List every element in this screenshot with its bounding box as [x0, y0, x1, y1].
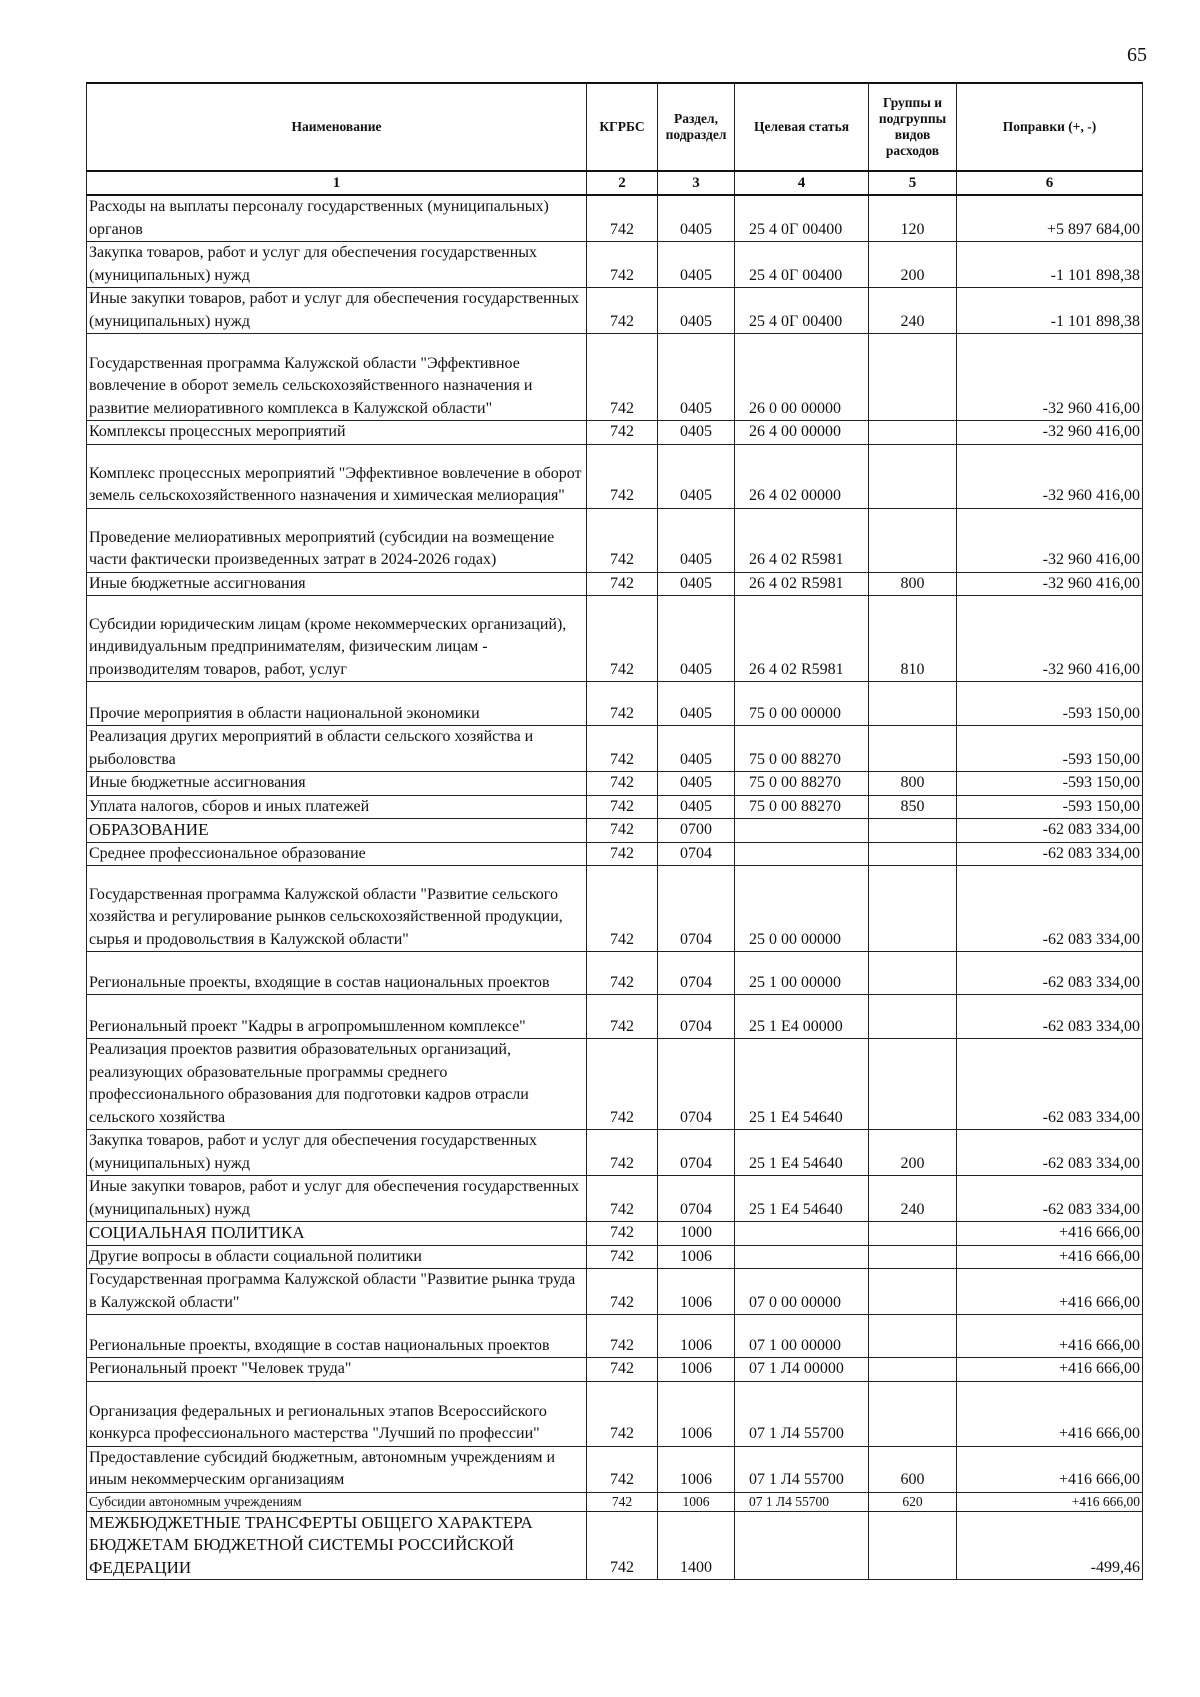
row-name: Государственная программа Калужской области "Развитие рынка труда в Калужской области": [87, 1269, 587, 1315]
row-expense-type: [869, 819, 957, 843]
row-expense-type: 240: [869, 1176, 957, 1222]
row-amendment: -1 101 898,38: [957, 288, 1143, 334]
row-expense-type: 620: [869, 1492, 957, 1511]
row-amendment: +416 666,00: [957, 1269, 1143, 1315]
row-name: Реализация проектов развития образовательных организаций, реализующих образовательные программы среднего профессионального образования для подготовки кадров отрасли сельского хозяйства: [87, 1039, 587, 1130]
row-kgrbs: 742: [587, 421, 658, 445]
column-number-row: [87, 171, 1143, 195]
table-row: [87, 995, 1143, 1039]
row-name: СОЦИАЛЬНАЯ ПОЛИТИКА: [87, 1222, 587, 1246]
row-kgrbs: 742: [587, 772, 658, 796]
row-razdel: 1006: [658, 1269, 735, 1315]
row-target-article: 25 1 Е4 00000: [735, 995, 869, 1039]
row-target-article: [735, 842, 869, 866]
row-kgrbs: 742: [587, 334, 658, 421]
row-name: Комплексы процессных мероприятий: [87, 421, 587, 445]
col-number: 6: [957, 171, 1143, 195]
row-kgrbs: 742: [587, 572, 658, 596]
col-header-kgrbs: КГРБС: [587, 83, 658, 171]
row-razdel: 0704: [658, 952, 735, 995]
row-target-article: 25 1 Е4 54640: [735, 1039, 869, 1130]
row-kgrbs: 742: [587, 1315, 658, 1358]
table-row: [87, 682, 1143, 726]
row-razdel: 1006: [658, 1381, 735, 1446]
row-amendment: -593 150,00: [957, 772, 1143, 796]
row-kgrbs: 742: [587, 1511, 658, 1580]
row-kgrbs: 742: [587, 819, 658, 843]
row-target-article: [735, 1511, 869, 1580]
row-target-article: 26 4 02 R5981: [735, 596, 869, 682]
row-name: Иные закупки товаров, работ и услуг для обеспечения государственных (муниципальных) нужд: [87, 288, 587, 334]
row-target-article: 25 1 Е4 54640: [735, 1176, 869, 1222]
col-header-name: Наименование: [87, 83, 587, 171]
row-razdel: 0405: [658, 334, 735, 421]
row-expense-type: 200: [869, 242, 957, 288]
row-razdel: 0704: [658, 1176, 735, 1222]
row-expense-type: [869, 1358, 957, 1382]
row-kgrbs: 742: [587, 242, 658, 288]
row-name: Региональный проект "Человек труда": [87, 1358, 587, 1382]
row-razdel: 0704: [658, 995, 735, 1039]
row-razdel: 1006: [658, 1315, 735, 1358]
row-target-article: 25 1 Е4 54640: [735, 1130, 869, 1176]
row-expense-type: [869, 1511, 957, 1580]
row-kgrbs: 742: [587, 444, 658, 508]
table-row: [87, 726, 1143, 772]
row-name: Иные бюджетные ассигнования: [87, 772, 587, 796]
row-amendment: -62 083 334,00: [957, 952, 1143, 995]
row-name: Комплекс процессных мероприятий "Эффективное вовлечение в оборот земель сельскохозяйственного назначения и химическая мелиорация": [87, 444, 587, 508]
col-header-vid: Группы и подгруппы видов расходов: [869, 83, 957, 171]
row-amendment: -593 150,00: [957, 795, 1143, 819]
row-target-article: 25 4 0Г 00400: [735, 195, 869, 242]
row-expense-type: 600: [869, 1446, 957, 1492]
table-row: [87, 288, 1143, 334]
table-row: [87, 795, 1143, 819]
row-razdel: 0405: [658, 572, 735, 596]
row-razdel: 0405: [658, 444, 735, 508]
row-target-article: 07 1 Л4 55700: [735, 1381, 869, 1446]
row-kgrbs: 742: [587, 1358, 658, 1382]
row-razdel: 1006: [658, 1492, 735, 1511]
row-expense-type: [869, 995, 957, 1039]
col-number: 4: [735, 171, 869, 195]
row-kgrbs: 742: [587, 508, 658, 572]
row-amendment: -1 101 898,38: [957, 242, 1143, 288]
row-target-article: [735, 819, 869, 843]
row-expense-type: 850: [869, 795, 957, 819]
row-amendment: -32 960 416,00: [957, 508, 1143, 572]
row-kgrbs: 742: [587, 842, 658, 866]
row-name: МЕЖБЮДЖЕТНЫЕ ТРАНСФЕРТЫ ОБЩЕГО ХАРАКТЕРА БЮДЖЕТАМ БЮДЖЕТНОЙ СИСТЕМЫ РОССИЙСКОЙ ФЕДЕРАЦИИ: [87, 1511, 587, 1580]
row-kgrbs: 742: [587, 1130, 658, 1176]
row-kgrbs: 742: [587, 1039, 658, 1130]
row-amendment: -62 083 334,00: [957, 1176, 1143, 1222]
row-amendment: -32 960 416,00: [957, 421, 1143, 445]
row-expense-type: 810: [869, 596, 957, 682]
row-razdel: 0405: [658, 421, 735, 445]
row-kgrbs: 742: [587, 682, 658, 726]
row-name: Государственная программа Калужской области "Развитие сельского хозяйства и регулирование рынков сельскохозяйственной продукции, сырья и продовольствия в Калужской области": [87, 866, 587, 952]
row-target-article: 07 1 Л4 55700: [735, 1446, 869, 1492]
row-expense-type: [869, 334, 957, 421]
row-expense-type: [869, 1245, 957, 1269]
table-row: [87, 952, 1143, 995]
table-row: [87, 195, 1143, 242]
row-target-article: 75 0 00 88270: [735, 795, 869, 819]
row-kgrbs: 742: [587, 1381, 658, 1446]
row-kgrbs: 742: [587, 1222, 658, 1246]
row-expense-type: [869, 1381, 957, 1446]
row-amendment: -32 960 416,00: [957, 334, 1143, 421]
row-expense-type: [869, 842, 957, 866]
row-kgrbs: 742: [587, 1245, 658, 1269]
table-header-row: [87, 83, 1143, 171]
row-name: ОБРАЗОВАНИЕ: [87, 819, 587, 843]
table-row: [87, 1358, 1143, 1382]
row-target-article: 26 4 02 R5981: [735, 508, 869, 572]
row-razdel: 0405: [658, 508, 735, 572]
row-amendment: -62 083 334,00: [957, 866, 1143, 952]
row-amendment: +416 666,00: [957, 1358, 1143, 1382]
row-expense-type: [869, 1269, 957, 1315]
col-header-target: Целевая статья: [735, 83, 869, 171]
row-razdel: 0405: [658, 795, 735, 819]
row-name: Предоставление субсидий бюджетным, автономным учреждениям и иным некоммерческим организациям: [87, 1446, 587, 1492]
row-expense-type: [869, 1222, 957, 1246]
col-number: 3: [658, 171, 735, 195]
row-expense-type: [869, 444, 957, 508]
row-amendment: +416 666,00: [957, 1492, 1143, 1511]
row-name: Прочие мероприятия в области национальной экономики: [87, 682, 587, 726]
row-expense-type: [869, 952, 957, 995]
row-razdel: 1006: [658, 1245, 735, 1269]
row-amendment: +416 666,00: [957, 1222, 1143, 1246]
row-name: Уплата налогов, сборов и иных платежей: [87, 795, 587, 819]
row-kgrbs: 742: [587, 1492, 658, 1511]
row-kgrbs: 742: [587, 866, 658, 952]
table-row: [87, 1176, 1143, 1222]
row-kgrbs: 742: [587, 1269, 658, 1315]
table-row: [87, 772, 1143, 796]
row-razdel: 1000: [658, 1222, 735, 1246]
row-expense-type: 240: [869, 288, 957, 334]
table-row: [87, 1039, 1143, 1130]
row-amendment: +416 666,00: [957, 1245, 1143, 1269]
row-name: Региональные проекты, входящие в состав национальных проектов: [87, 952, 587, 995]
row-expense-type: [869, 421, 957, 445]
row-amendment: -32 960 416,00: [957, 596, 1143, 682]
row-name: Организация федеральных и региональных этапов Всероссийского конкурса профессионального мастерства "Лучший по профессии": [87, 1381, 587, 1446]
row-amendment: -499,46: [957, 1511, 1143, 1580]
row-target-article: [735, 1245, 869, 1269]
row-razdel: 0405: [658, 242, 735, 288]
row-razdel: 0704: [658, 1130, 735, 1176]
row-name: Иные бюджетные ассигнования: [87, 572, 587, 596]
row-name: Другие вопросы в области социальной политики: [87, 1245, 587, 1269]
row-name: Иные закупки товаров, работ и услуг для обеспечения государственных (муниципальных) нужд: [87, 1176, 587, 1222]
row-name: Региональные проекты, входящие в состав национальных проектов: [87, 1315, 587, 1358]
row-kgrbs: 742: [587, 995, 658, 1039]
row-amendment: -593 150,00: [957, 682, 1143, 726]
row-kgrbs: 742: [587, 726, 658, 772]
table-body: [87, 195, 1143, 1580]
row-kgrbs: 742: [587, 1446, 658, 1492]
row-amendment: -32 960 416,00: [957, 572, 1143, 596]
row-amendment: -62 083 334,00: [957, 1130, 1143, 1176]
row-target-article: 25 1 00 00000: [735, 952, 869, 995]
row-target-article: [735, 1222, 869, 1246]
row-razdel: 0405: [658, 772, 735, 796]
table-row: [87, 1315, 1143, 1358]
row-razdel: 0704: [658, 1039, 735, 1130]
row-razdel: 0405: [658, 288, 735, 334]
row-amendment: +416 666,00: [957, 1315, 1143, 1358]
row-target-article: 25 4 0Г 00400: [735, 288, 869, 334]
row-expense-type: 200: [869, 1130, 957, 1176]
row-razdel: 1006: [658, 1446, 735, 1492]
row-target-article: 25 4 0Г 00400: [735, 242, 869, 288]
row-name: Среднее профессиональное образование: [87, 842, 587, 866]
row-razdel: 0405: [658, 195, 735, 242]
table-row: [87, 421, 1143, 445]
row-amendment: -62 083 334,00: [957, 1039, 1143, 1130]
row-target-article: 25 0 00 00000: [735, 866, 869, 952]
row-razdel: 0704: [658, 842, 735, 866]
table-row: [87, 1492, 1143, 1511]
row-target-article: 07 1 00 00000: [735, 1315, 869, 1358]
row-amendment: +416 666,00: [957, 1381, 1143, 1446]
row-amendment: -62 083 334,00: [957, 842, 1143, 866]
page-number: 65: [1127, 44, 1147, 66]
row-kgrbs: 742: [587, 195, 658, 242]
row-target-article: 26 4 02 R5981: [735, 572, 869, 596]
table-row: [87, 1511, 1143, 1580]
row-expense-type: [869, 1315, 957, 1358]
row-target-article: 26 4 00 00000: [735, 421, 869, 445]
row-kgrbs: 742: [587, 1176, 658, 1222]
row-name: Закупка товаров, работ и услуг для обеспечения государственных (муниципальных) нужд: [87, 242, 587, 288]
table-row: [87, 572, 1143, 596]
row-razdel: 0405: [658, 682, 735, 726]
row-expense-type: [869, 1039, 957, 1130]
row-amendment: -62 083 334,00: [957, 819, 1143, 843]
row-amendment: -593 150,00: [957, 726, 1143, 772]
table-row: [87, 1130, 1143, 1176]
table-row: [87, 444, 1143, 508]
col-number: 5: [869, 171, 957, 195]
table-row: [87, 1381, 1143, 1446]
row-amendment: -32 960 416,00: [957, 444, 1143, 508]
row-expense-type: 800: [869, 572, 957, 596]
row-target-article: 07 1 Л4 55700: [735, 1492, 869, 1511]
table-row: [87, 842, 1143, 866]
row-name: Региональный проект "Кадры в агропромышленном комплексе": [87, 995, 587, 1039]
row-amendment: +416 666,00: [957, 1446, 1143, 1492]
table-row: [87, 596, 1143, 682]
table-row: [87, 242, 1143, 288]
col-number: 1: [87, 171, 587, 195]
row-razdel: 0704: [658, 866, 735, 952]
row-target-article: 75 0 00 88270: [735, 772, 869, 796]
row-expense-type: [869, 866, 957, 952]
row-target-article: 75 0 00 88270: [735, 726, 869, 772]
row-amendment: -62 083 334,00: [957, 995, 1143, 1039]
table-row: [87, 1446, 1143, 1492]
row-expense-type: [869, 726, 957, 772]
table-row: [87, 508, 1143, 572]
row-name: Расходы на выплаты персоналу государственных (муниципальных) органов: [87, 195, 587, 242]
col-number: 2: [587, 171, 658, 195]
row-kgrbs: 742: [587, 288, 658, 334]
row-name: Закупка товаров, работ и услуг для обеспечения государственных (муниципальных) нужд: [87, 1130, 587, 1176]
row-razdel: 1006: [658, 1358, 735, 1382]
row-amendment: +5 897 684,00: [957, 195, 1143, 242]
row-expense-type: 120: [869, 195, 957, 242]
row-expense-type: [869, 508, 957, 572]
row-target-article: 75 0 00 00000: [735, 682, 869, 726]
row-kgrbs: 742: [587, 795, 658, 819]
row-name: Проведение мелиоративных мероприятий (субсидии на возмещение части фактически произведенных затрат в 2024-2026 годах): [87, 508, 587, 572]
table-row: [87, 334, 1143, 421]
row-razdel: 0405: [658, 726, 735, 772]
row-target-article: 07 0 00 00000: [735, 1269, 869, 1315]
row-expense-type: 800: [869, 772, 957, 796]
table-row: [87, 819, 1143, 843]
table-row: [87, 1222, 1143, 1246]
col-header-amend: Поправки (+, -): [957, 83, 1143, 171]
row-name: Реализация других мероприятий в области сельского хозяйства и рыболовства: [87, 726, 587, 772]
row-kgrbs: 742: [587, 952, 658, 995]
row-target-article: 26 0 00 00000: [735, 334, 869, 421]
row-razdel: 0405: [658, 596, 735, 682]
row-target-article: 07 1 Л4 00000: [735, 1358, 869, 1382]
row-name: Государственная программа Калужской области "Эффективное вовлечение в оборот земель сельскохозяйственного назначения и развитие мелиоративного комплекса в Калужской области": [87, 334, 587, 421]
budget-amendments-table: [86, 82, 1142, 1580]
row-razdel: 0700: [658, 819, 735, 843]
row-razdel: 1400: [658, 1511, 735, 1580]
row-name: Субсидии юридическим лицам (кроме некоммерческих организаций), индивидуальным предпринимателям, физическим лицам - производителям товаров, работ, услуг: [87, 596, 587, 682]
col-header-razdel: Раздел, подраздел: [658, 83, 735, 171]
table-row: [87, 866, 1143, 952]
row-kgrbs: 742: [587, 596, 658, 682]
table-row: [87, 1269, 1143, 1315]
row-expense-type: [869, 682, 957, 726]
table-row: [87, 1245, 1143, 1269]
row-target-article: 26 4 02 00000: [735, 444, 869, 508]
row-name: Субсидии автономным учреждениям: [87, 1492, 587, 1511]
